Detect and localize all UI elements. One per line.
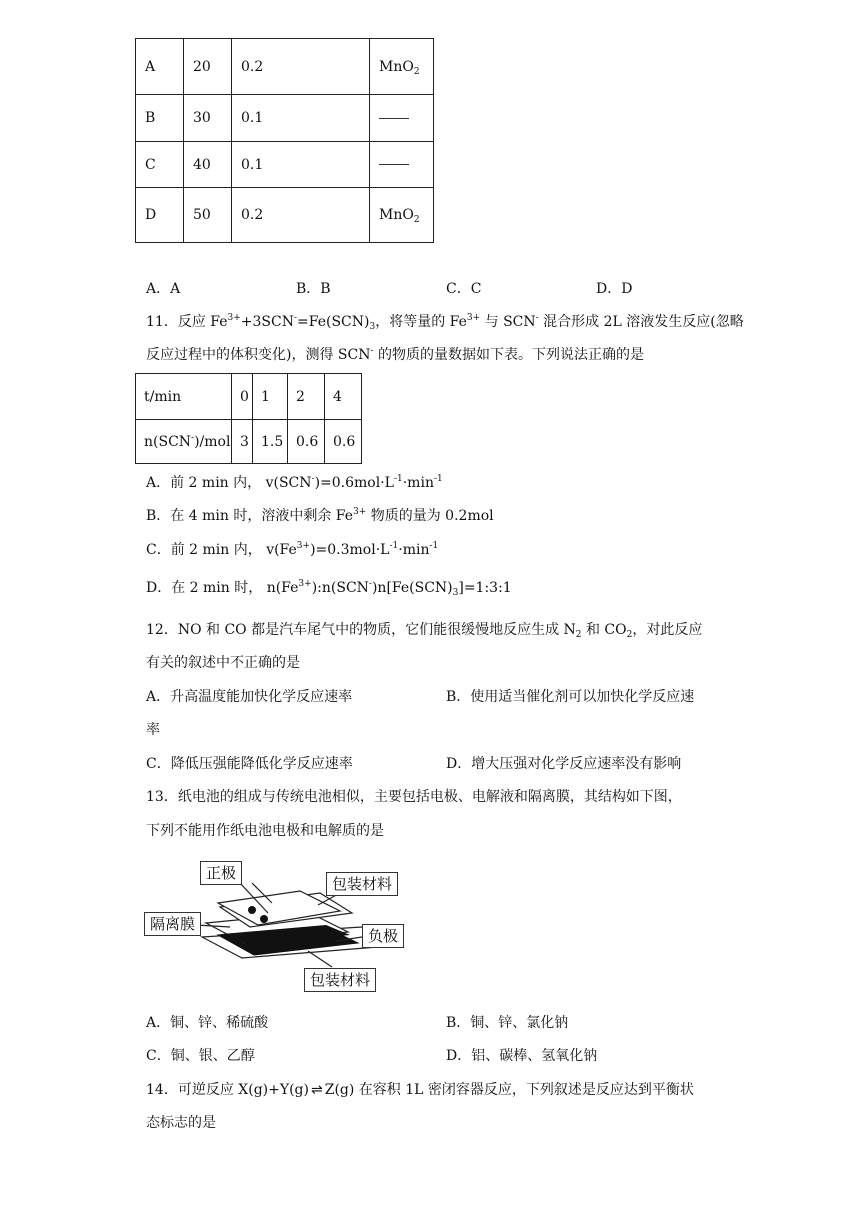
scn-data-table [135,373,362,464]
table-cell: 0.2 [232,188,370,243]
q13-option-b[interactable]: B．铜、锌、氯化钠 [446,1015,569,1031]
text-run: 11．反应 Fe [146,314,228,330]
text-run: 的物质的量数据如下表。下列说法正确的是 [373,347,644,363]
table-cell [136,420,232,464]
superscript: 3+ [353,507,367,517]
q11-option-c[interactable] [146,540,438,560]
table-cell: 3 [232,420,253,464]
text-run: )/mol [194,433,231,450]
q14-stem-line2: 态标志的是 [146,1115,216,1131]
text-run: 14．可逆反应 X(g)+Y(g) [146,1082,309,1098]
text-run: )=0.3mol·L [310,542,390,558]
text-run: 12．NO 和 CO 都是汽车尾气中的物质，它们能很缓慢地反应生成 N [146,622,576,638]
q13-option-d[interactable]: D．铝、碳棒、氢氧化钠 [446,1048,598,1064]
superscript: - [191,432,195,443]
q14-stem-line1 [146,1080,694,1100]
text-run: 混合形成 2L 溶液发生反应(忽略 [538,314,744,330]
table-cell: 1.5 [253,420,288,464]
q12-option-c[interactable]: C．降低压强能降低化学反应速率 [146,756,353,772]
dash-mark [379,164,409,165]
leader-line [308,951,332,967]
q10-option-b[interactable]: B．B [296,281,331,297]
q12-option-b-continued: 率 [146,722,160,738]
subscript: 3 [369,322,376,332]
catalyst-formula: MnO [379,207,414,223]
table-row [136,142,434,188]
table-cell: 0.6 [325,420,362,464]
superscript: 3+ [466,313,481,323]
subscript: 2 [575,630,582,640]
table-cell: 30 [184,95,232,142]
q10-option-d[interactable]: D．D [596,281,633,297]
table-cell: 0.1 [232,142,370,188]
q10-option-c[interactable]: C．C [446,281,482,297]
catalyst-subscript: 2 [413,66,420,77]
table-row [136,95,434,142]
text-run: n(SCN [144,433,192,450]
superscript: -1 [433,474,443,484]
table-row [136,374,362,420]
q10-option-a[interactable]: A．A [146,281,181,297]
table-header-cell: 2 [288,374,325,420]
text-run: Z(g) 在容积 1L 密闭容器反应，下列叙述是反应达到平衡状 [324,1082,694,1098]
q11-option-b[interactable] [146,506,494,526]
q13-stem-line2: 下列不能用作纸电池电极和电解质的是 [146,823,384,839]
table-cell: 0.2 [232,39,370,95]
text-run: ·min [398,542,430,558]
dot-mark [260,915,268,923]
text-run: 反应过程中的体积变化)，测得 SCN [146,347,371,363]
table-cell [370,39,434,95]
label-separator: 隔离膜 [144,912,201,936]
label-packaging-top: 包装材料 [326,872,398,896]
dash-mark [379,118,409,119]
text-run: )n [371,580,387,596]
table-cell [370,95,434,142]
superscript: - [293,313,298,323]
q11-stem-line1 [146,312,744,332]
text-run: C．前 2 min 内， v(Fe [146,542,297,558]
q13-stem-line1: 13．纸电池的组成与传统电池相似，主要包括电极、电解液和隔离膜，其结构如下图， [146,789,682,805]
text-run: ·min [402,475,434,491]
paper-battery-diagram [140,855,440,1000]
superscript: -1 [429,541,439,551]
label-packaging-bottom: 包装材料 [304,968,376,992]
catalyst-formula: MnO [379,58,414,75]
superscript: - [311,474,315,484]
table-cell: 0.6 [288,420,325,464]
table-header-cell: 4 [325,374,362,420]
text-run: 和 CO [581,622,627,638]
table-cell: 0.1 [232,95,370,142]
q12-option-b[interactable]: B．使用适当催化剂可以加快化学反应速 [446,689,695,705]
q12-option-d[interactable]: D．增大压强对化学反应速率没有影响 [446,756,682,772]
superscript: - [535,313,539,323]
table-cell [370,142,434,188]
equilibrium-arrow-icon: ⇌ [310,1082,323,1098]
table-cell: B [136,95,184,142]
superscript: -1 [393,474,403,484]
text-run: (Fe [275,580,299,596]
q13-option-a[interactable]: A．铜、锌、稀硫酸 [146,1015,269,1031]
text-run: ]=1:3:1 [458,580,512,596]
superscript: - [370,346,374,356]
text-run: D．在 2 min 时， n [146,580,276,596]
catalyst-subscript: 2 [413,215,420,225]
text-run: ，将等量的 Fe [375,314,467,330]
table-row [136,188,434,243]
superscript: - [368,579,372,589]
table-cell: 40 [184,142,232,188]
table-row [136,39,434,95]
q12-stem-line1 [146,620,702,640]
text-run: +3SCN [240,314,294,330]
table-header-cell: t/min [136,374,232,420]
q12-stem-line2: 有关的叙述中不正确的是 [146,655,300,671]
dot-mark [248,906,256,914]
q13-option-c[interactable]: C．铜、银、乙醇 [146,1048,255,1064]
text-run: B．在 4 min 时，溶液中剩余 Fe [146,508,353,524]
superscript: 3+ [296,541,311,551]
table-header-cell: 0 [232,374,253,420]
q11-option-d[interactable] [146,578,512,598]
table-cell: C [136,142,184,188]
label-positive-electrode: 正极 [200,861,242,885]
subscript: 3 [452,588,459,598]
table-cell: D [136,188,184,243]
table-cell: 50 [184,188,232,243]
text-run: (SCN [330,580,369,596]
subscript: 2 [626,630,633,640]
superscript: 3+ [227,313,241,323]
text-run: 与 SCN [480,314,536,330]
text-run: A．前 2 min 内， v(SCN [146,475,312,491]
text-run: ，对此反应 [632,622,703,638]
q11-option-a[interactable] [146,473,443,493]
table-cell: A [136,39,184,95]
text-run: 物质的量为 0.2mol [366,508,494,524]
table-cell [370,188,434,243]
superscript: -1 [389,541,399,551]
text-run: )=0.6mol·L [314,475,394,491]
label-negative-electrode: 负极 [362,924,404,948]
q12-option-a[interactable]: A．升高温度能加快化学反应速率 [146,689,353,705]
table-cell: 20 [184,39,232,95]
text-run: ):n [311,580,331,596]
text-run: [Fe(SCN) [386,580,453,596]
experiment-table [135,38,434,243]
table-row [136,420,362,464]
q11-stem-line2 [146,345,644,365]
superscript: 3+ [298,579,312,589]
table-header-cell: 1 [253,374,288,420]
text-run: =Fe(SCN) [297,314,370,330]
